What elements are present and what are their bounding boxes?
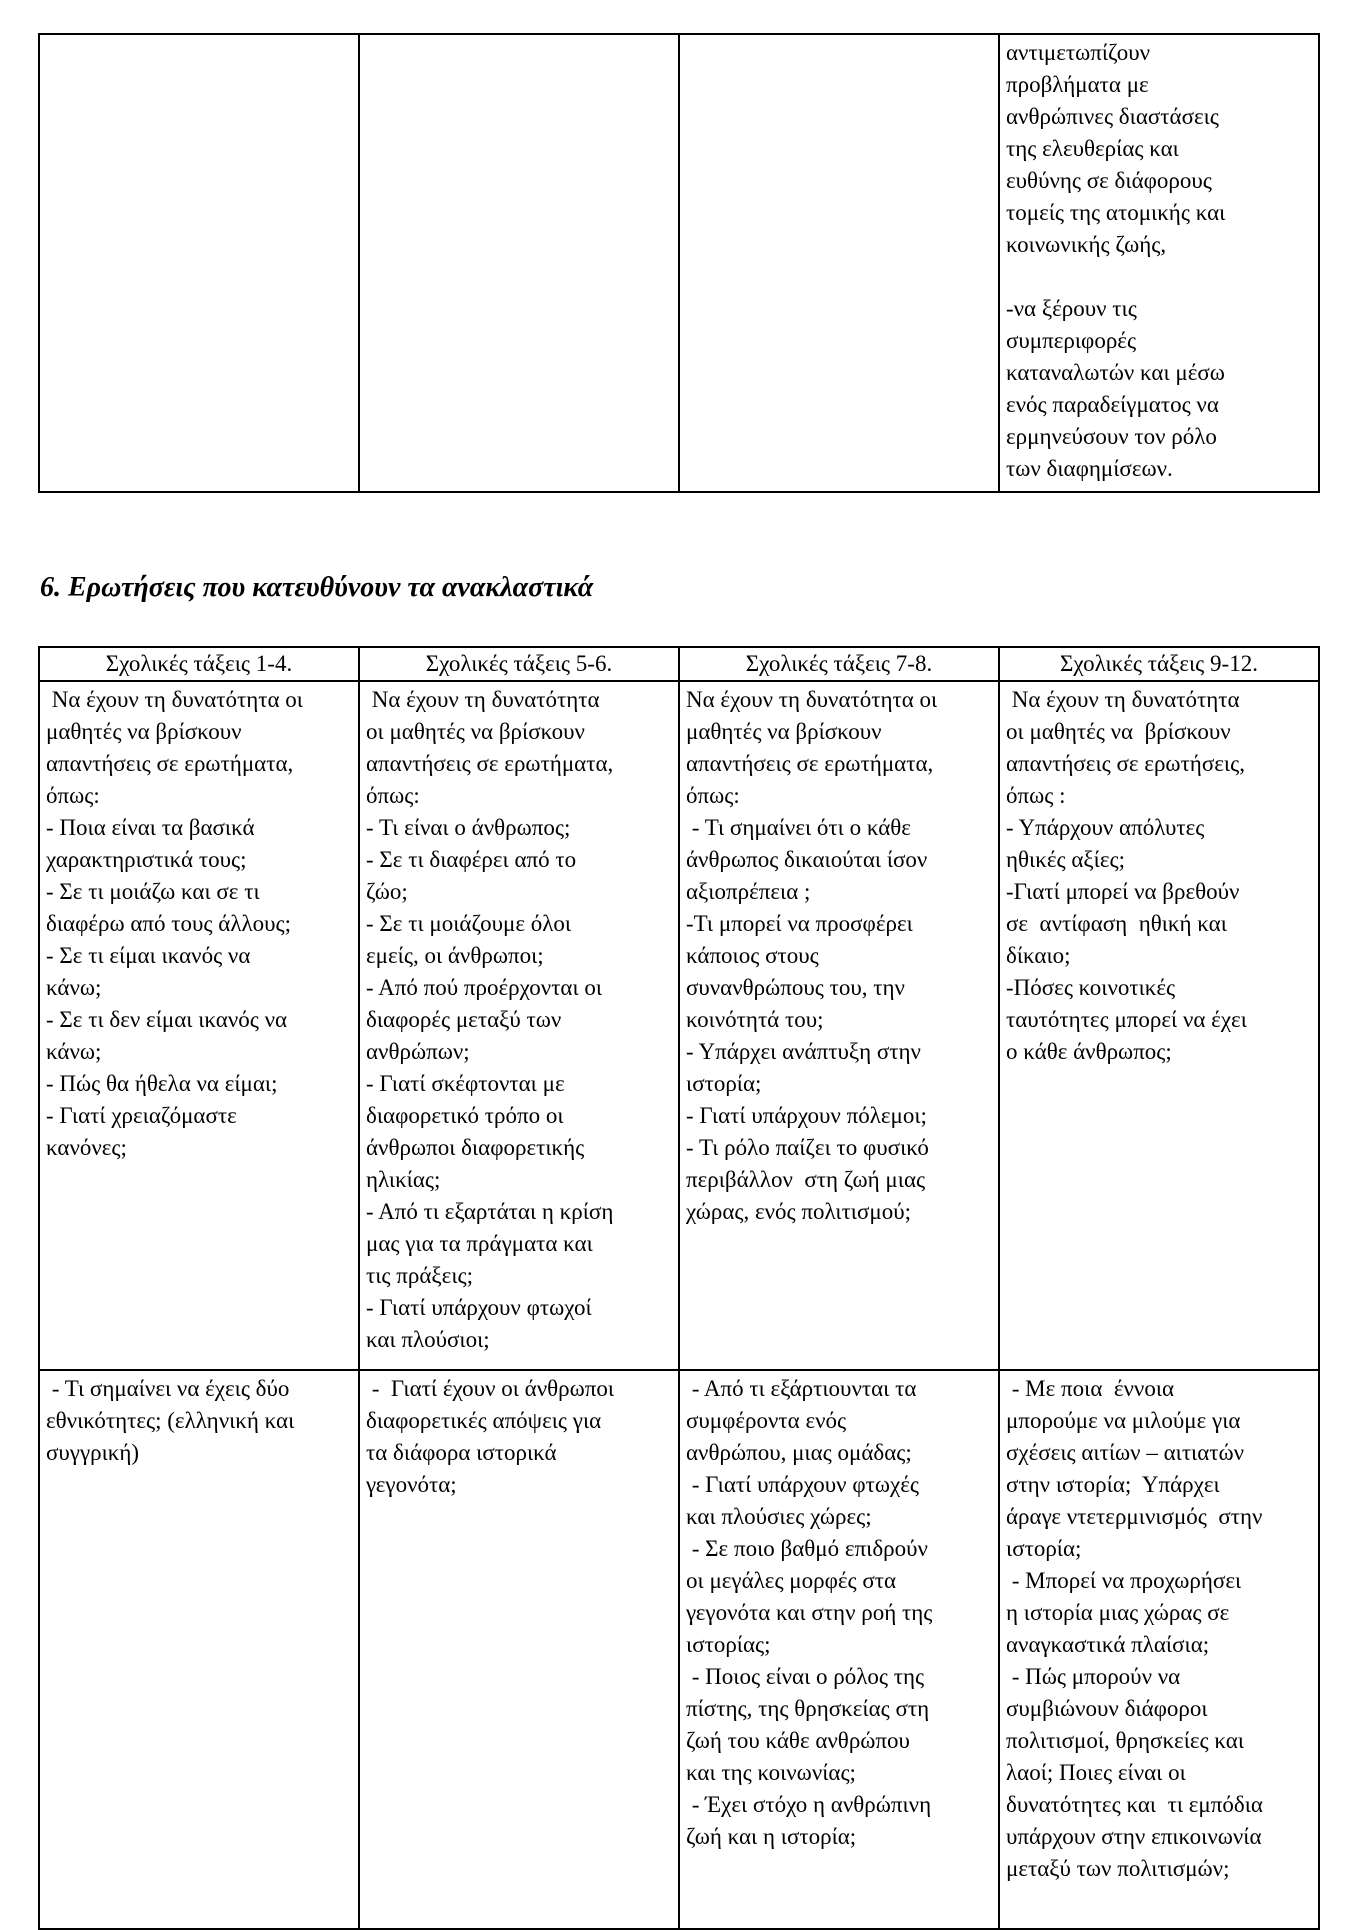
column-header-grades-9-12: Σχολικές τάξεις 9-12. [999, 647, 1319, 681]
table-cell: Να έχουν τη δυνατότητα οι μαθητές να βρίσκουν απαντήσεις σε ερωτήματα, όπως: - Ποια είναι τα βασικά χαρακτηριστικά τους; - Σε τι μοιάζω και σε τι διαφέρω από τους άλλους; - Σε τι είμαι ικανός να κάνω; - Σε τι δεν είμαι ικανός να κάνω; - Πώς θα ήθελα να είμαι; - Γιατί χρειαζόμαστε κανόνες; [39, 681, 359, 1370]
table-cell: - Τι σημαίνει να έχεις δύο εθνικότητες; (ελληνική και συγγρική) [39, 1370, 359, 1929]
table-cell: Να έχουν τη δυνατότητα οι μαθητές να βρίσκουν απαντήσεις σε ερωτήσεις, όπως : - Υπάρχουν απόλυτες ηθικές αξίες; -Γιατί μπορεί να βρεθούν σε αντίφαση ηθική και δίκαιο; -Πόσες κοινοτικές ταυτότητες μπορεί να έχει ο κάθε άνθρωπος; [999, 681, 1319, 1370]
table-row [39, 1370, 1319, 1929]
section-heading: 6. Ερωτήσεις που κατευθύνουν τα ανακλαστικά [40, 572, 594, 603]
column-header-grades-5-6: Σχολικές τάξεις 5-6. [359, 647, 679, 681]
continuation-table [38, 33, 1320, 493]
table-cell: - Από τι εξάρτιουνται τα συμφέροντα ενός ανθρώπου, μιας ομάδας; - Γιατί υπάρχουν φτωχές και πλούσιες χώρες; - Σε ποιο βαθμό επιδρούν οι μεγάλες μορφές στα γεγονότα και στην ροή της ιστορίας; - Ποιος είναι ο ρόλος της πίστης, της θρησκείας στη ζωή του κάθε ανθρώπου και της κοινωνίας; - Έχει στόχο η ανθρώπινη ζωή και η ιστορία; [679, 1370, 999, 1929]
table-cell-objectives: αντιμετωπίζουν προβλήματα με ανθρώπινες διαστάσεις της ελευθερίας και ευθύνης σε διάφορους τομείς της ατομικής και κοινωνικής ζωής, -να ξέρουν τις συμπεριφορές καταναλωτών και μέσω ενός παραδείγματος να ερμηνεύσουν τον ρόλο των διαφημίσεων. [999, 34, 1319, 492]
table-row [39, 681, 1319, 1370]
table-cell: Να έχουν τη δυνατότητα οι μαθητές να βρίσκουν απαντήσεις σε ερωτήματα, όπως: - Τι σημαίνει ότι ο κάθε άνθρωπος δικαιούται ίσον αξιοπρέπεια ; -Τι μπορεί να προσφέρει κάποιος στους συνανθρώπους του, την κοινότητά του; - Υπάρχει ανάπτυξη στην ιστορία; - Γιατί υπάρχουν πόλεμοι; - Τι ρόλο παίζει το φυσικό περιβάλλον στη ζωή μιας χώρας, ενός πολιτισμού; [679, 681, 999, 1370]
table-cell-empty [679, 34, 999, 492]
table-cell: - Με ποια έννοια μπορούμε να μιλούμε για σχέσεις αιτίων – αιτιατών στην ιστορία; Υπάρχει άραγε ντετερμινισμός στην ιστορία; - Μπορεί να προχωρήσει η ιστορία μιας χώρας σε αναγκαστικά πλαίσια; - Πώς μπορούν να συμβιώνουν διάφοροι πολιτισμοί, θρησκείες και λαοί; Ποιες είναι οι δυνατότητες και τι εμπόδια υπάρχουν στην επικοινωνία μεταξύ των πολιτισμών; [999, 1370, 1319, 1929]
table-cell-empty [39, 34, 359, 492]
table-cell: Να έχουν τη δυνατότητα οι μαθητές να βρίσκουν απαντήσεις σε ερωτήματα, όπως: - Τι είναι ο άνθρωπος; - Σε τι διαφέρει από το ζώο; - Σε τι μοιάζουμε όλοι εμείς, οι άνθρωποι; - Από πού προέρχονται οι διαφορές μεταξύ των ανθρώπων; - Γιατί σκέφτονται με διαφορετικό τρόπο οι άνθρωποι διαφορετικής ηλικίας; - Από τι εξαρτάται η κρίση μας για τα πράγματα και τις πράξεις; - Γιατί υπάρχουν φτωχοί και πλούσιοι; [359, 681, 679, 1370]
table-cell: - Γιατί έχουν οι άνθρωποι διαφορετικές απόψεις για τα διάφορα ιστορικά γεγονότα; [359, 1370, 679, 1929]
table-header-row [39, 647, 1319, 681]
column-header-grades-1-4: Σχολικές τάξεις 1-4. [39, 647, 359, 681]
table-cell-empty [359, 34, 679, 492]
table-row [39, 34, 1319, 492]
questions-table [38, 646, 1320, 1930]
column-header-grades-7-8: Σχολικές τάξεις 7-8. [679, 647, 999, 681]
